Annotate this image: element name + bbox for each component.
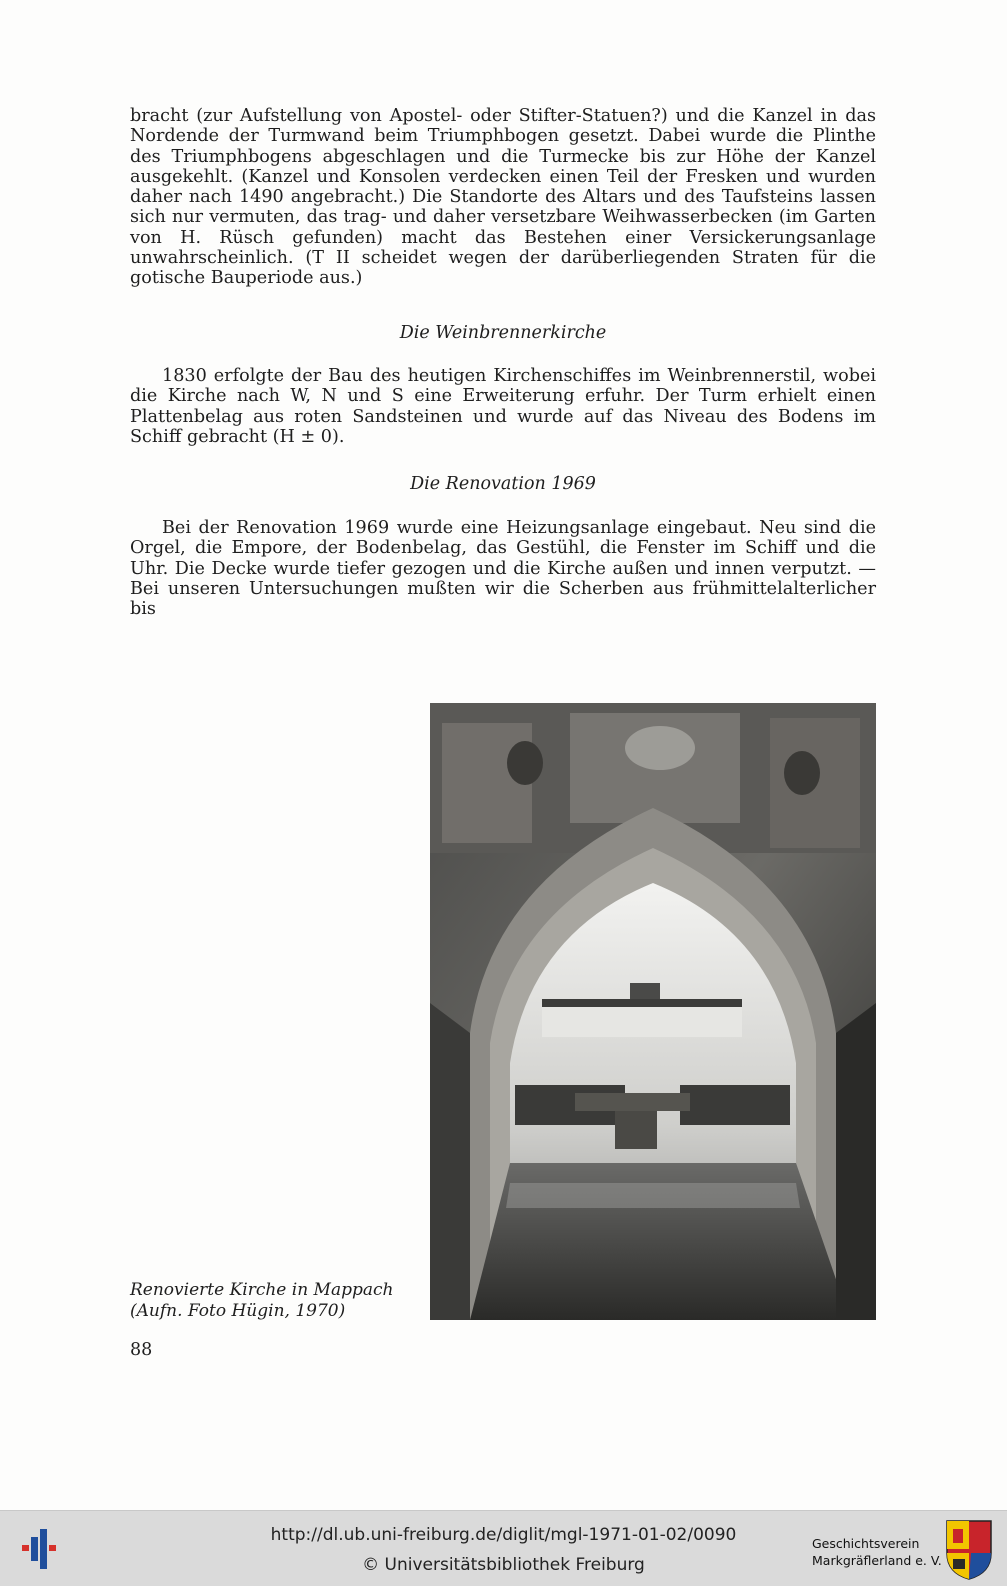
paragraph: 1830 erfolgte der Bau des heutigen Kirchenschiffes im Weinbrennerstil, wobei die Kirche nach W, N und S eine Erweiterung erfuhr. Der Turm erhielt einen Plattenbelag aus roten Sandsteinen und wurde auf das Niveau des Bodens im Schiff gebracht (H ± 0). (130, 366, 876, 447)
society-line: Markgräflerland e. V. (812, 1553, 942, 1568)
caption-title: Renovierte Kirche in Mappach (130, 1280, 394, 1300)
church-interior-photo (430, 703, 876, 1320)
body-text-bottom (130, 518, 876, 619)
paragraph: Bei der Renovation 1969 wurde eine Heizungsanlage eingebaut. Neu sind die Orgel, die Empore, der Bodenbelag, das Gestühl, die Fenster im Schiff und die Uhr. Die Decke wurde tiefer gezogen und die Kirche außen und innen verputzt. — Bei unseren Untersuchungen mußten wir die Scherben aus frühmittelalterlicher bis (130, 518, 876, 620)
body-text-middle (130, 366, 876, 447)
section-heading: Die Renovation 1969 (410, 474, 596, 494)
paragraph: bracht (zur Aufstellung von Apostel- oder Stifter-Statuen?) und die Kanzel in das Nordende der Turmwand beim Triumphbogen gesetzt. Dabei wurde die Plinthe des Triumphbogens abgeschlagen und die Turmecke bis zur Höhe der Kanzel ausgekehlt. (Kanzel und Konsolen verdecken einen Teil der Fresken und wurden daher nach 1490 angebracht.) Die Standorte des Altars und des Taufsteins lassen sich nur vermuten, das trag- und daher versetzbare Weihwasserbecken (im Garten von H. Rüsch gefunden) macht das Bestehen einer Versickerungsanlage unwahrscheinlich. (T II scheidet wegen der darüberliegenden Straten für die gotische Bauperiode aus.) (130, 106, 876, 289)
footer-copyright: © Universitätsbibliothek Freiburg (362, 1555, 645, 1575)
photo-caption (130, 1280, 393, 1322)
coat-of-arms-icon (945, 1519, 993, 1581)
footer-url-link[interactable]: http://dl.ub.uni-freiburg.de/diglit/mgl-1971-01-02/0090 (270, 1525, 737, 1545)
society-name (812, 1535, 942, 1569)
page-number: 88 (130, 1340, 153, 1360)
society-line: Geschichtsverein (812, 1536, 920, 1551)
caption-credit: (Aufn. Foto Hügin, 1970) (130, 1301, 346, 1321)
footer-bar (0, 1510, 1007, 1586)
body-text-top (130, 106, 876, 289)
section-heading: Die Weinbrennerkirche (399, 323, 607, 343)
